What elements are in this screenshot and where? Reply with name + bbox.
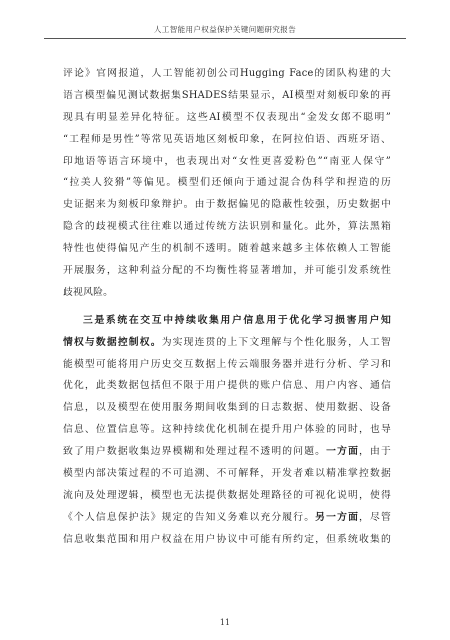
text-line: 评论》官网报道，人工智能初创公司Hugging Face的团队构建的大 (63, 68, 391, 79)
emphasis-other-hand: 另一方面 (315, 511, 360, 523)
page-number: 11 (219, 618, 231, 627)
section-heading-line (63, 310, 391, 332)
text-line (63, 441, 391, 463)
body-text (63, 63, 391, 551)
section-heading: 三是系统在交互中持续收集用户信息用于优化学习损害用户知 (83, 314, 391, 326)
text-line: 能模型可能将用户历史交互数据上传云端服务器并进行分析、学习和 (63, 358, 391, 370)
section-heading-end: 情权与数据控制权。 (63, 336, 162, 348)
text-line: 语言模型偏见测试数据集SHADES结果显示，AI模型对刻板印象的再 (63, 89, 391, 101)
text-line: 优化，此类数据包括但不限于用户提供的账户信息、用户内容、通信 (63, 380, 391, 392)
text-line (63, 507, 391, 529)
text-line: 史证据来为刻板印象辩护。由于数据偏见的隐蔽性较强，历史数据中 (63, 199, 391, 211)
text-line: 信息，以及模型在使用服务期间收集到的日志数据、使用数据、设备 (63, 402, 391, 414)
paragraph-data-collection (63, 310, 391, 551)
emphasis-first-hand: 一方面 (326, 446, 360, 458)
text-line: 开展服务，这种利益分配的不均衡性将显著增加，并可能引发系统性 (63, 265, 391, 277)
text-line: 模型内部决策过程的不可追溯、不可解释，开发者难以精准掌控数据 (63, 468, 391, 480)
text-line: “拉美人狡猾”等偏见。模型们还倾向于通过混合伪科学和捏造的历 (63, 177, 391, 189)
text-run: ，尽管 (359, 511, 391, 523)
text-line: 隐含的歧视模式往往难以通过传统方法识别和量化。此外，算法黑箱 (63, 221, 391, 233)
text-line: 流向及处理逻辑，模型也无法提供数据处理路径的可视化说明，使得 (63, 489, 391, 501)
text-run: 为实现连贯的上下文理解与个性化服务，人工智 (161, 336, 391, 348)
text-line: 特性也使得偏见产生的机制不透明。随着越来越多主体依赖人工智能 (63, 243, 391, 255)
text-run: ，由于 (359, 446, 391, 458)
paragraph-bias (63, 63, 391, 304)
text-line (63, 332, 391, 354)
text-line: 现具有明显差异化特征。这些AI模型不仅表现出“金发女郎不聪明” (63, 111, 391, 123)
text-run: 《个人信息保护法》规定的告知义务难以充分履行。 (63, 511, 316, 523)
text-run: 致了用户数据收集边界模糊和处理过程不透明的问题。 (63, 446, 327, 458)
running-header: 人工智能用户权益保护关键问题研究报告 (44, 24, 406, 39)
text-line: 信息收集范围和用户权益在用户协议中可能有所约定，但系统收集的 (63, 533, 391, 545)
text-line: “工程师是男性”等常见英语地区刻板印象，在阿拉伯语、西班牙语、 (63, 133, 391, 145)
text-line: 歧视风险。 (63, 286, 114, 298)
text-line: 信息、位置信息等。这种持续优化机制在提升用户体验的同时，也导 (63, 424, 391, 436)
text-line: 印地语等语言环境中，也表现出对“女性更喜爱粉色”“南亚人保守” (63, 155, 391, 167)
